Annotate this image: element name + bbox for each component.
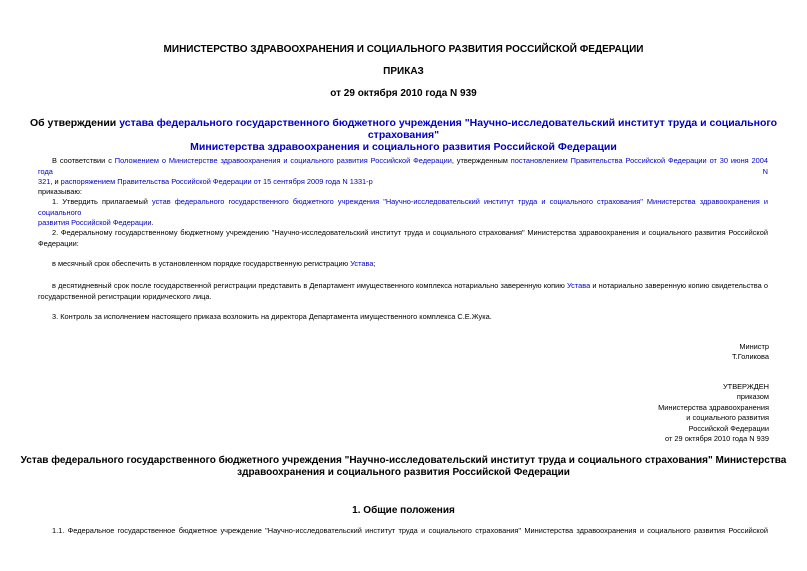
- item-2b-text2: и нотариально заверенную копию свидетельства о: [590, 281, 769, 290]
- approval-line-5: Российской Федерации: [688, 423, 769, 433]
- orders-label: приказываю:: [38, 187, 82, 196]
- signature-block: [732, 342, 769, 363]
- approval-line-2: приказом: [736, 392, 769, 402]
- item-2-line1: 2. Федеральному государственному бюджетному учреждению "Научно-исследовательский институт труда и социального страхования" Министерства здравоохранения и социального развития Российской: [52, 228, 768, 237]
- charter-paragraph-1-1-line1: 1.1. Федеральное государственное бюджетное учреждение "Научно-исследовательский институт труда и социального страхования" Министерства здравоохранения и социального развития Российской: [52, 526, 768, 535]
- charter-link-title[interactable]: устава федерального государственного бюджетного учреждения "Научно-исследовательский институт труда и социального страхования": [119, 117, 778, 141]
- item-1: [38, 197, 768, 229]
- preamble-paragraph: [38, 156, 768, 188]
- signature-name: Т.Голикова: [731, 352, 769, 362]
- item-1-end: .: [151, 218, 154, 227]
- approval-block: [658, 382, 769, 444]
- item-2a: [52, 259, 376, 270]
- preamble-text-3: , и: [50, 177, 61, 186]
- item-2-line2: Федерации:: [38, 238, 79, 248]
- charter-link-item1-cont[interactable]: развития Российской Федерации: [38, 218, 152, 227]
- approval-line-1: УТВЕРЖДЕН: [722, 382, 769, 391]
- item-2b: [38, 281, 768, 302]
- approval-line-6: от 29 октября 2010 года N 939: [665, 434, 769, 444]
- resolution-link-cont[interactable]: 321: [38, 177, 51, 186]
- preamble-text-1: В соответствии с: [52, 156, 115, 165]
- item-2: [38, 228, 768, 249]
- regulation-link[interactable]: Положением о Министерстве здравоохранения и социального развития Российской Федерации: [114, 156, 452, 165]
- resolution-link[interactable]: постановлением Правительства Российской Федерации от 30 июня 2004 года N: [38, 156, 768, 176]
- signature-position: Министр: [739, 342, 769, 351]
- charter-paragraph-1-1: [38, 526, 768, 537]
- item-1-text: 1. Утвердить прилагаемый: [52, 197, 152, 206]
- decree-link[interactable]: распоряжением Правительства Российской Федерации от 15 сентября 2009 года N 1331-р: [60, 177, 373, 186]
- charter-title-line1: Устав федерального государственного бюджетного учреждения "Научно-исследовательский институт труда и социального страхования" Министерства: [20, 455, 787, 466]
- approval-line-3: Министерства здравоохранения: [658, 402, 769, 412]
- item-2b-line2: государственной регистрации юридического лица.: [38, 291, 212, 301]
- charter-title: [0, 455, 807, 479]
- charter-link-item1[interactable]: устав федерального государственного бюджетного учреждения "Научно-исследовательский институт труда и социального страхования" Министерства здравоохранения и социального: [38, 197, 768, 217]
- section-1-heading: 1. Общие положения: [352, 505, 455, 516]
- doc-date-number: от 29 октября 2010 года N 939: [330, 88, 477, 99]
- approval-line-4: и социального развития: [686, 413, 769, 423]
- item-3: 3. Контроль за исполнением настоящего приказа возложить на директора Департамента имущественного комплекса С.Е.Жука.: [52, 312, 492, 321]
- item-2b-text1: в десятидневный срок после государственной регистрации представить в Департамент имущественного комплекса нотариально заверенную копию: [52, 281, 567, 290]
- charter-link-2b[interactable]: Устава: [566, 281, 591, 290]
- item-2a-text: в месячный срок обеспечить в установленном порядке государственную регистрацию: [52, 259, 351, 268]
- charter-link-2a[interactable]: Устава: [350, 259, 374, 268]
- ministry-heading: МИНИСТЕРСТВО ЗДРАВООХРАНЕНИЯ И СОЦИАЛЬНОГО РАЗВИТИЯ РОССИЙСКОЙ ФЕДЕРАЦИИ: [163, 44, 644, 55]
- doc-type-heading: ПРИКАЗ: [383, 66, 424, 77]
- preamble-text-2: , утвержденным: [451, 156, 511, 165]
- charter-title-line2: здравоохранения и социального развития Российской Федерации: [237, 467, 570, 478]
- order-title: [0, 117, 807, 153]
- charter-link-title-line2[interactable]: Министерства здравоохранения и социального развития Российской Федерации: [190, 141, 617, 153]
- order-title-prefix: Об утверждении: [29, 117, 120, 129]
- item-2a-end: ;: [373, 259, 376, 268]
